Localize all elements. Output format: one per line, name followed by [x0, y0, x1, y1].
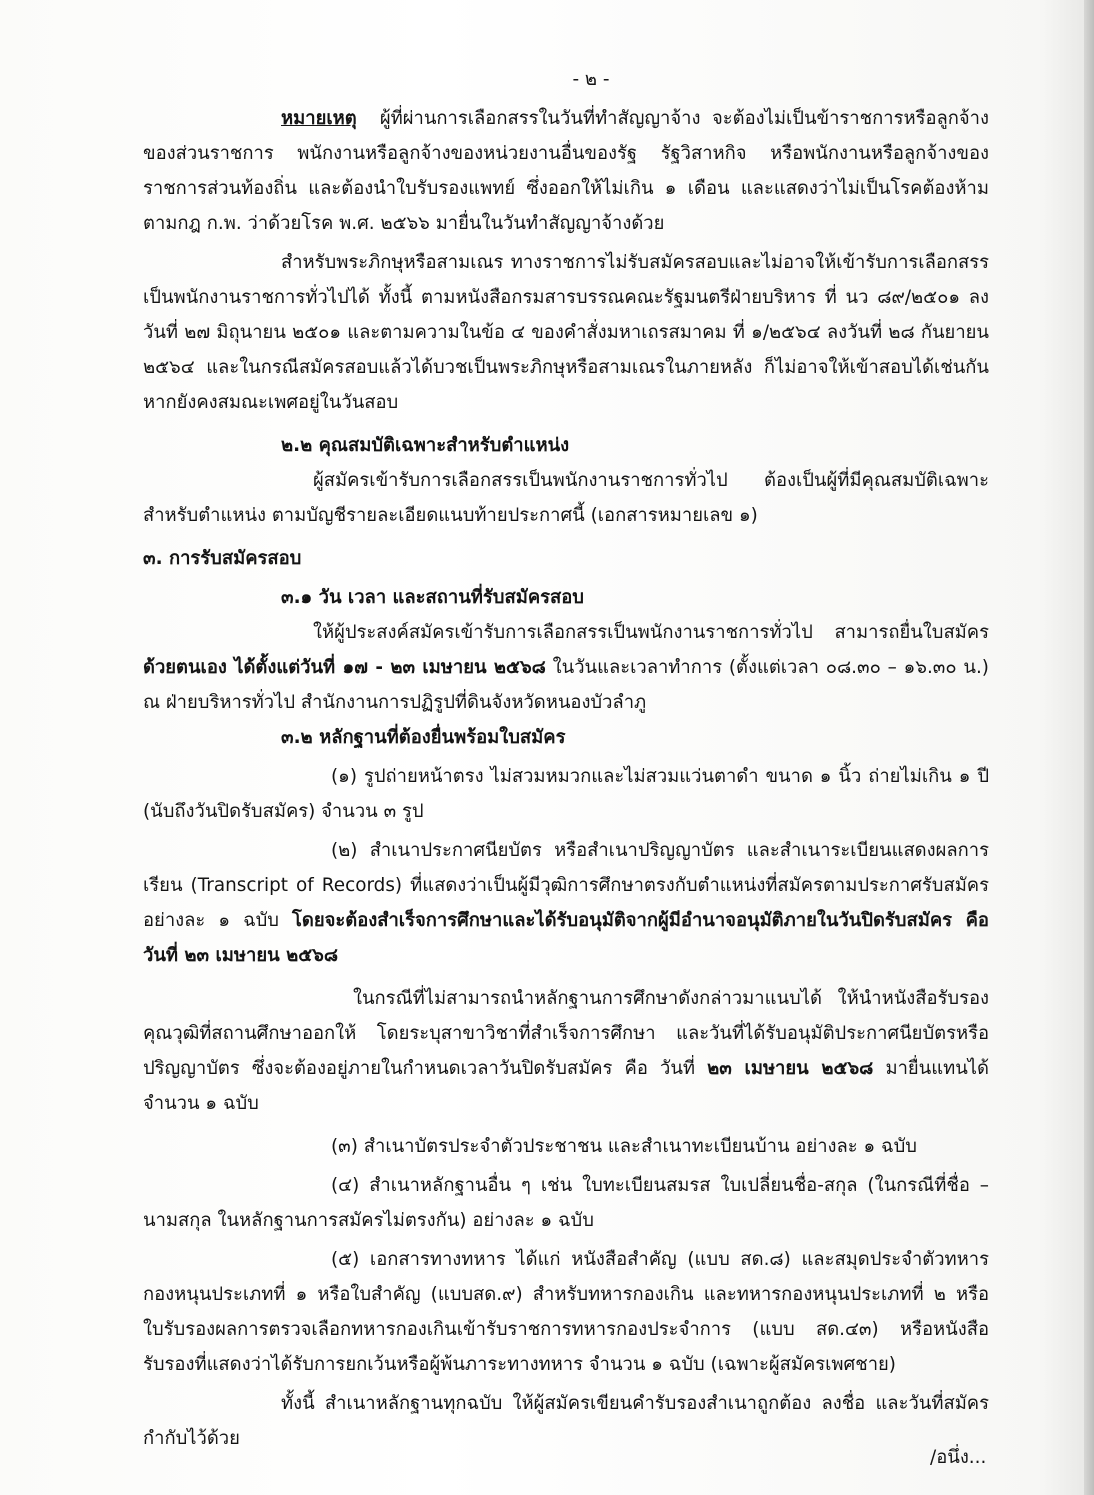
note-label: หมายเหตุ	[281, 108, 357, 129]
item-5: (๕) เอกสารทางทหาร ได้แก่ หนังสือสำคัญ (แบบ สด.๘) และสมุดประจำตัวทหารกองหนุนประเภทที่ ๑ หรือใบสำคัญ (แบบสด.๙) สำหรับทหารกองเกิน และทหารกองหนุนประเภทที่ ๒ หรือใบรับรองผลการตรวจเลือกทหารกองเกินเข้ารับราชการทหารกองประจำการ (แบบ สด.๔๓) หรือหนังสือรับรองที่แสดงว่าได้รับการยกเว้นหรือผู้พ้นภาระทางทหาร จำนวน ๑ ฉบับ (เฉพาะผู้สมัครเพศชาย)	[143, 1249, 989, 1375]
item-4: (๔) สำเนาหลักฐานอื่น ๆ เช่น ใบทะเบียนสมรส ใบเปลี่ยนชื่อ-สกุล (ในกรณีที่ชื่อ – นามสกุล ในหลักฐานการสมัครไม่ตรงกัน) อย่างละ ๑ ฉบับ	[143, 1175, 989, 1231]
item-2-case-text: ในกรณีที่ไม่สามารถนำหลักฐานการศึกษาดังกล่าวมาแนบได้ ให้นำหนังสือรับรองคุณวุฒิที่สถานศึกษาออกให้ โดยระบุสาขาวิชาที่สำเร็จการศึกษา และวันที่ได้รับอนุมัติประกาศนียบัตรหรือปริญญาบัตร ซึ่งจะต้องอยู่ภายในกำหนดเวลาวันปิดรับสมัคร คือ วันที่	[143, 988, 989, 1079]
document-body	[143, 62, 989, 1456]
section-3-1-text-b: ในวันและเวลาทำการ (ตั้งแต่เวลา ๐๘.๓๐ – ๑๖.๓๐ น.) ณ ฝ่ายบริหารทั่วไป สำนักงานการปฏิรูปที่ดินจังหวัดหนองบัวลำภู	[143, 657, 989, 713]
closing-paragraph: ทั้งนี้ สำเนาหลักฐานทุกฉบับ ให้ผู้สมัครเขียนคำรับรองสำเนาถูกต้อง ลงชื่อ และวันที่สมัครกำกับไว้ด้วย	[143, 1393, 989, 1449]
item-2-case-date: ๒๓ เมษายน ๒๕๖๘	[707, 1058, 874, 1079]
section-2-2-text: ผู้สมัครเข้ารับการเลือกสรรเป็นพนักงานราชการทั่วไป ต้องเป็นผู้ที่มีคุณสมบัติเฉพาะสำหรับตำแหน่ง ตามบัญชีรายละเอียดแนบท้ายประกาศนี้ (เอกสารหมายเลข ๑)	[143, 470, 989, 526]
section-3-1-date: ด้วยตนเอง ได้ตั้งแต่วันที่ ๑๗ - ๒๓ เมษายน ๒๕๖๘	[143, 657, 546, 678]
item-2	[143, 833, 989, 973]
item-2-text: (๒) สำเนาประกาศนียบัตร หรือสำเนาปริญญาบัตร และสำเนาระเบียนแสดงผลการเรียน (Transcript of Records) ที่แสดงว่าเป็นผู้มีวุฒิการศึกษาตรงกับตำแหน่งที่สมัครตามประกาศรับสมัคร อย่างละ ๑ ฉบับ	[143, 840, 989, 931]
item-2-case	[143, 981, 989, 1121]
section-3-1-heading: ๓.๑ วัน เวลา และสถานที่รับสมัครสอบ	[281, 587, 584, 608]
item-1: (๑) รูปถ่ายหน้าตรง ไม่สวมหมวกและไม่สวมแว่นตาดำ ขนาด ๑ นิ้ว ถ่ายไม่เกิน ๑ ปี (นับถึงวันปิดรับสมัคร) จำนวน ๓ รูป	[143, 766, 989, 822]
paper-edge-shadow	[1084, 0, 1094, 1495]
note-text: ผู้ที่ผ่านการเลือกสรรในวันที่ทำสัญญาจ้าง จะต้องไม่เป็นข้าราชการหรือลูกจ้างของส่วนราชการ พนักงานหรือลูกจ้างของหน่วยงานอื่นของรัฐ รัฐวิสาหกิจ หรือพนักงานหรือลูกจ้างของราชการส่วนท้องถิ่น และต้องนำใบรับรองแพทย์ ซึ่งออกให้ไม่เกิน ๑ เดือน และแสดงว่าไม่เป็นโรคต้องห้ามตามกฎ ก.พ. ว่าด้วยโรค พ.ศ. ๒๕๖๖ มายื่นในวันทำสัญญาจ้างด้วย	[143, 108, 989, 234]
section-3-1-text-a: ให้ผู้ประสงค์สมัครเข้ารับการเลือกสรรเป็นพนักงานราชการทั่วไป สามารถยื่นใบสมัคร	[313, 622, 989, 643]
item-2-case-tail: มายื่นแทนได้ จำนวน ๑ ฉบับ	[143, 1058, 989, 1114]
monk-paragraph: สำหรับพระภิกษุหรือสามเณร ทางราชการไม่รับสมัครสอบและไม่อาจให้เข้ารับการเลือกสรรเป็นพนักงานราชการทั่วไปได้ ทั้งนี้ ตามหนังสือกรมสารบรรณคณะรัฐมนตรีฝ่ายบริหาร ที่ นว ๘๙/๒๕๐๑ ลงวันที่ ๒๗ มิถุนายน ๒๕๐๑ และตามความในข้อ ๔ ของคำสั่งมหาเถรสมาคม ที่ ๑/๒๕๖๔ ลงวันที่ ๒๘ กันยายน ๒๕๖๔ และในกรณีสมัครสอบแล้วได้บวชเป็นพระภิกษุหรือสามเณรในภายหลัง ก็ไม่อาจให้เข้าสอบได้เช่นกัน หากยังคงสมณะเพศอยู่ในวันสอบ	[143, 252, 989, 413]
section-2-2-heading: ๒.๒ คุณสมบัติเฉพาะสำหรับตำแหน่ง	[281, 435, 570, 456]
item-3: (๓) สำเนาบัตรประจำตัวประชาชน และสำเนาทะเบียนบ้าน อย่างละ ๑ ฉบับ	[331, 1136, 917, 1157]
section-3-1-text	[143, 615, 989, 720]
item-2-deadline: โดยจะต้องสำเร็จการศึกษาและได้รับอนุมัติจากผู้มีอำนาจอนุมัติภายในวันปิดรับสมัคร คือ วันที่ ๒๓ เมษายน ๒๕๖๘	[143, 910, 989, 966]
section-3-2-heading: ๓.๒ หลักฐานที่ต้องยื่นพร้อมใบสมัคร	[281, 727, 566, 748]
page-number: - ๒ -	[572, 69, 610, 90]
continuation-marker: /อนึ่ง...	[930, 1447, 987, 1468]
section-3-heading: ๓. การรับสมัครสอบ	[143, 548, 302, 569]
note-paragraph	[143, 101, 989, 241]
